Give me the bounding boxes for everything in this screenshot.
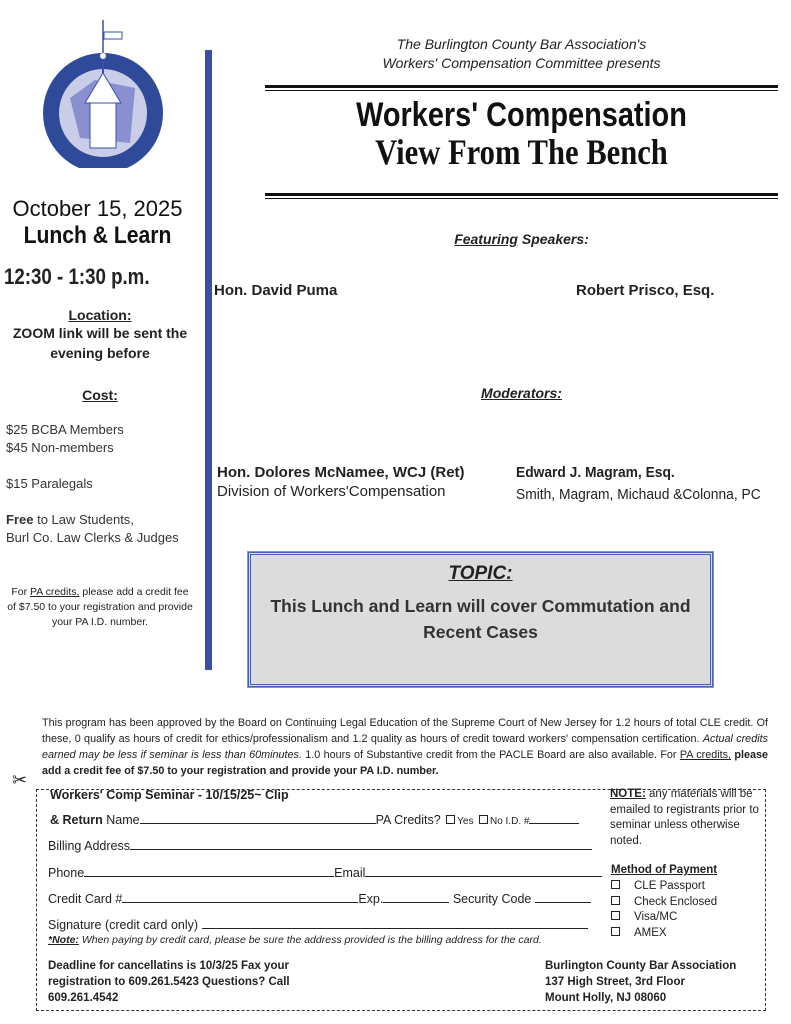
cle-statement bbox=[42, 715, 768, 779]
event-time: 12:30 - 1:30 p.m. bbox=[4, 264, 150, 289]
pa-yes-checkbox[interactable] bbox=[446, 815, 455, 824]
exp-field[interactable] bbox=[383, 891, 449, 903]
address-line-1: Burlington County Bar Association bbox=[545, 960, 737, 972]
form-title: Workers' Comp Seminar - 10/15/25~ Clip bbox=[50, 788, 289, 802]
credit-card-field[interactable] bbox=[122, 891, 358, 903]
exp-label: Exp. bbox=[358, 892, 384, 906]
billing-address-field[interactable] bbox=[130, 838, 592, 850]
security-code-label: Security Code bbox=[452, 892, 532, 906]
presenter-line-1: The Burlington County Bar Association's bbox=[396, 36, 647, 52]
topic-text: This Lunch and Learn will cover Commutation and Recent Cases bbox=[270, 596, 691, 642]
name-label: Name bbox=[106, 813, 140, 827]
moderator-1-name: Hon. Dolores McNamee, WCJ (Ret) bbox=[217, 464, 465, 481]
no-label: No I.D. # bbox=[489, 816, 530, 827]
cost-label: Cost: bbox=[82, 387, 118, 403]
email-label: Email bbox=[334, 866, 366, 880]
deadline-line-3: 609.261.4542 bbox=[48, 992, 119, 1004]
address-line-2: 137 High Street, 3rd Floor bbox=[545, 976, 685, 988]
presenter-line-2: Workers' Compensation Committee presents bbox=[382, 55, 661, 71]
moderator-1-org: Division of Workers'Compensation bbox=[217, 483, 446, 500]
cost-nonmembers: $45 Non-members bbox=[6, 440, 114, 455]
payment-check[interactable] bbox=[611, 895, 717, 911]
payment-method-label: Method of Payment bbox=[611, 864, 718, 876]
pa-credits-link[interactable]: PA credits, bbox=[30, 586, 80, 598]
moderator-2-org: Smith, Magram, Michaud &Colonna, PC bbox=[516, 486, 761, 503]
cle-text-2: 1.0 hours of Substantive credit from the PACLE Board are also available. For bbox=[301, 749, 680, 761]
billing-label: Billing Address bbox=[48, 839, 130, 853]
vertical-divider bbox=[205, 50, 212, 670]
pa-credits-label: PA Credits? bbox=[375, 813, 441, 827]
cle-text-1: This program has been approved by the Board on Continuing Legal Education of the Supreme Court of New Jersey for 1.2 hours of total CLE credit. Of these, 0 qualify as hours of credit for ethics/professionalism and 1.2 quality as hours of credit toward workers' compensation certification. bbox=[42, 717, 768, 745]
speaker-1: Hon. David Puma bbox=[214, 282, 338, 299]
payment-label: CLE Passport bbox=[634, 879, 705, 892]
topic-label: TOPIC: bbox=[448, 563, 513, 584]
pa-id-field[interactable] bbox=[529, 812, 579, 824]
cle-pa-credits-link[interactable]: PA credits, bbox=[679, 749, 732, 761]
location-label: Location: bbox=[68, 307, 132, 323]
topic-box bbox=[248, 552, 713, 687]
free-label: Free bbox=[6, 512, 34, 527]
email-field[interactable] bbox=[365, 865, 602, 877]
title-rule-bottom bbox=[265, 193, 778, 199]
pa-note: please add a credit fee of $7.50 to your registration and provide your PA I.D. number. bbox=[7, 586, 193, 628]
signature-field[interactable] bbox=[202, 917, 588, 929]
cost-members: $25 BCBA Members bbox=[6, 422, 124, 437]
materials-note-label: NOTE: bbox=[610, 788, 646, 800]
payment-label: Visa/MC bbox=[634, 911, 678, 924]
materials-note: any materials will be emailed to registrants prior to seminar unless otherwise noted. bbox=[610, 788, 759, 847]
moderator-2-name: Edward J. Magram, Esq. bbox=[516, 464, 675, 481]
name-field[interactable] bbox=[140, 812, 376, 824]
cle-text-italic: Actual credits earned may be less if seminar is less than 60minutes. bbox=[42, 733, 768, 761]
cle-text-bold: please add a credit fee of $7.50 to your registration and provide your PA I.D. number. bbox=[42, 749, 768, 777]
payment-amex[interactable] bbox=[611, 926, 717, 942]
pa-no-checkbox[interactable] bbox=[479, 815, 488, 824]
payment-label: AMEX bbox=[634, 927, 667, 940]
free-text-2: Burl Co. Law Clerks & Judges bbox=[6, 530, 179, 545]
free-text: to Law Students, bbox=[33, 512, 134, 527]
cc-label: Credit Card # bbox=[48, 892, 123, 906]
phone-label: Phone bbox=[48, 866, 85, 880]
title-rule-top bbox=[265, 85, 778, 91]
address-line-3: Mount Holly, NJ 08060 bbox=[545, 992, 667, 1004]
note-text: When paying by credit card, please be sure the address provided is the billing address for the card. bbox=[78, 934, 542, 946]
phone-field[interactable] bbox=[84, 865, 334, 877]
location-text: ZOOM link will be sent the evening before bbox=[12, 325, 188, 361]
payment-cle-passport[interactable] bbox=[611, 879, 717, 895]
deadline-line-2: registration to 609.261.5423 Questions? Call bbox=[48, 976, 290, 988]
speaker-2: Robert Prisco, Esq. bbox=[576, 282, 715, 299]
bar-association-logo bbox=[40, 18, 166, 168]
pa-note-pre: For bbox=[11, 586, 31, 598]
payment-visa-mc[interactable] bbox=[611, 910, 717, 926]
deadline-line-1: Deadline for cancellatins is 10/3/25 Fax your bbox=[48, 960, 289, 972]
payment-label: Check Enclosed bbox=[634, 895, 718, 908]
signature-label: Signature (credit card only) bbox=[48, 918, 199, 932]
security-code-field[interactable] bbox=[535, 891, 591, 903]
return-label: & Return bbox=[50, 813, 103, 827]
moderators-label: Moderators: bbox=[481, 385, 562, 401]
speakers-label-prefix: Featuring bbox=[454, 231, 518, 247]
note-label: *Note: bbox=[48, 934, 79, 946]
event-type: Lunch & Learn bbox=[23, 222, 172, 249]
speakers-label: Speakers: bbox=[517, 231, 589, 247]
cost-paralegals: $15 Paralegals bbox=[6, 476, 93, 491]
title-main: Workers' Compensation bbox=[356, 96, 687, 134]
yes-label: Yes bbox=[457, 816, 474, 827]
event-date: October 15, 2025 bbox=[12, 196, 183, 221]
scissors-icon: ✂ bbox=[12, 770, 28, 790]
title-sub: View From The Bench bbox=[375, 132, 668, 172]
